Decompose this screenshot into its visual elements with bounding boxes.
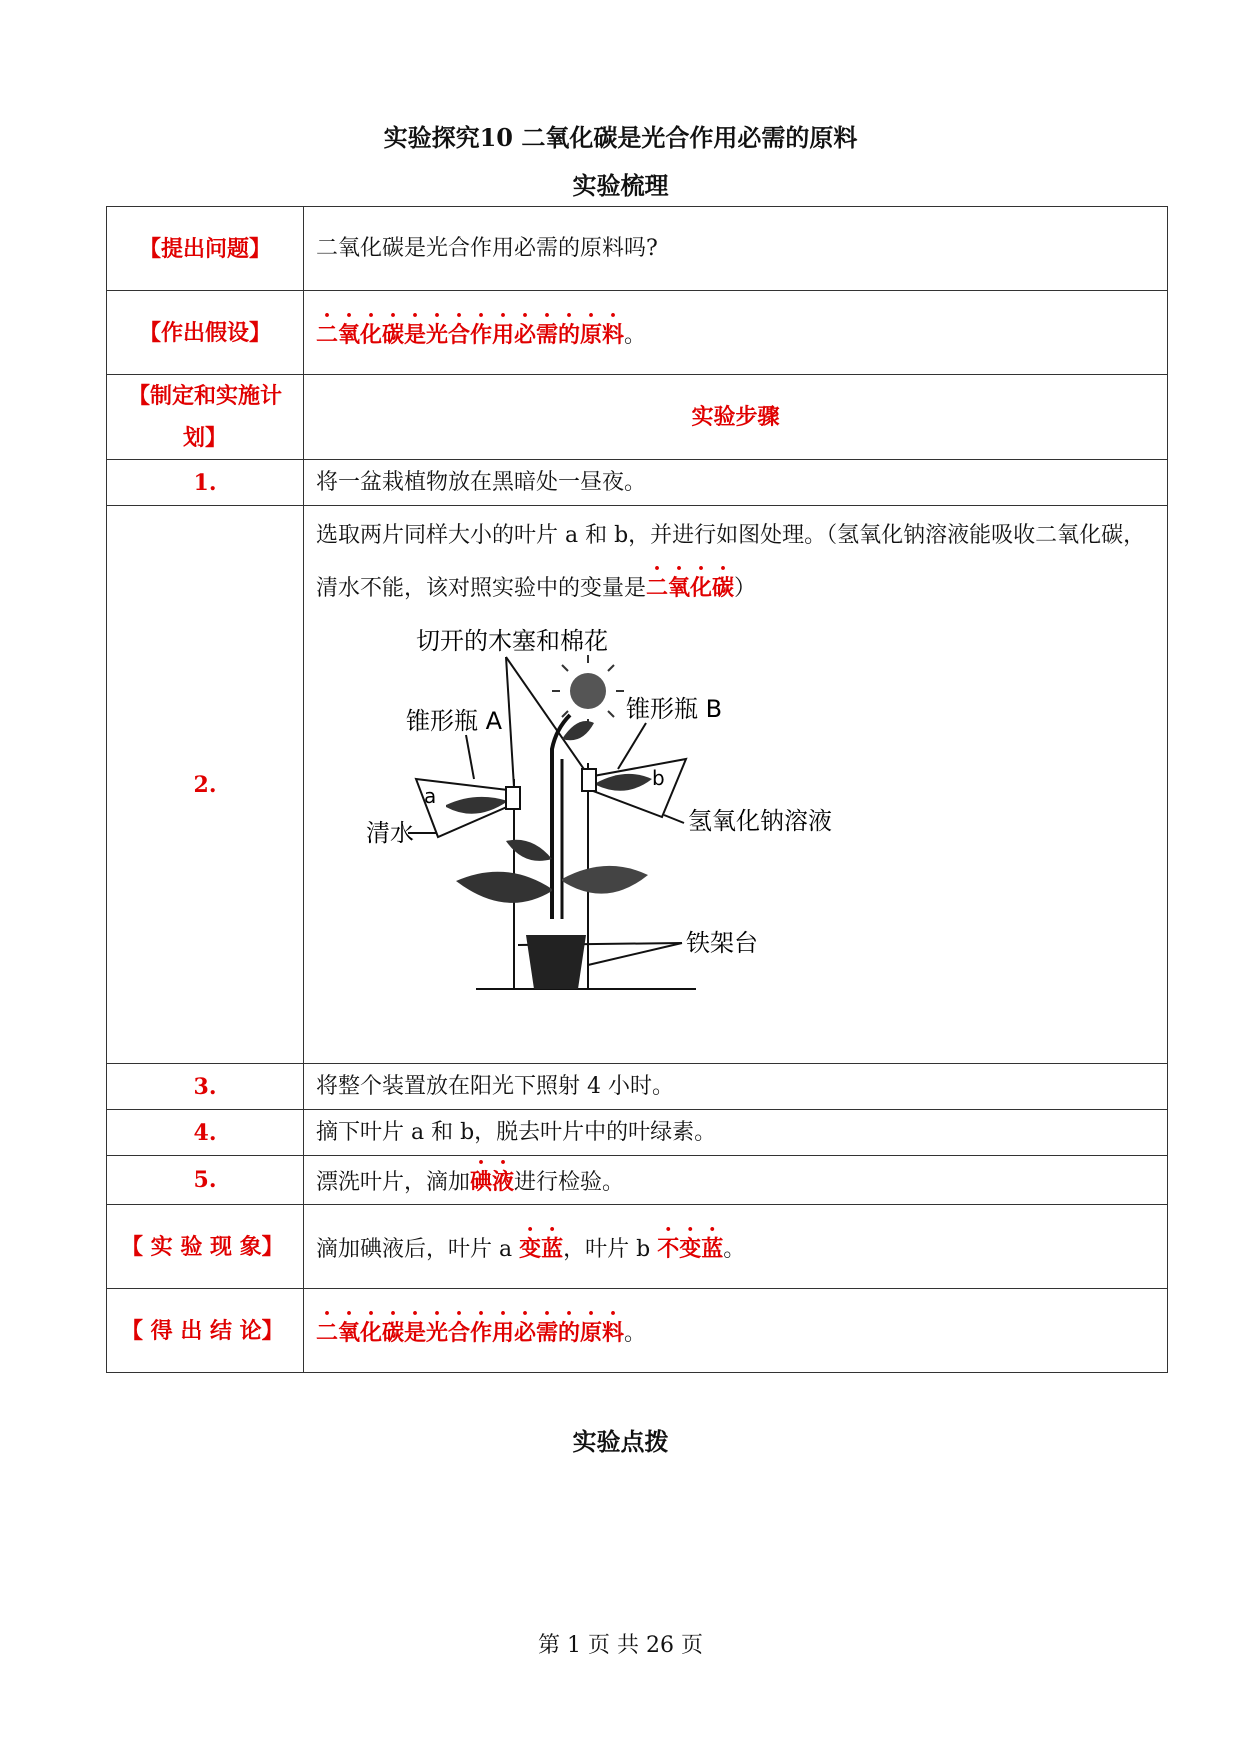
table-row	[107, 1110, 1168, 1156]
conclusion-text	[304, 1289, 1168, 1373]
variable-highlight: 二氧化碳	[646, 575, 735, 601]
label-leaf-a: a	[424, 784, 437, 808]
hypothesis-tail: 。	[624, 322, 647, 348]
table-row	[107, 207, 1168, 291]
phenomenon-tail: 。	[723, 1236, 746, 1262]
page-title: 实验探究10 二氧化碳是光合作用必需的原料	[383, 123, 858, 152]
section-title: 实验梳理	[572, 171, 669, 200]
row-label-hypothesis: 【作出假设】	[107, 291, 304, 375]
table-row	[107, 460, 1168, 506]
step-number: 3.	[107, 1064, 304, 1110]
hypothesis-highlight: 二氧化碳是光合作用必需的原料	[316, 321, 625, 348]
table-row	[107, 1064, 1168, 1110]
table-row	[107, 506, 1168, 1064]
label-water: 清水	[366, 819, 414, 847]
step-text: 将整个装置放在阳光下照射 4 小时。	[304, 1064, 1168, 1110]
sun-icon	[552, 655, 624, 727]
step-text: 将一盆栽植物放在黑暗处一昼夜。	[304, 460, 1168, 506]
table-row	[107, 1205, 1168, 1289]
flask-b	[582, 759, 686, 817]
step-5-text: 漂洗叶片，滴加	[316, 1170, 471, 1195]
step-2-tail: ）	[734, 576, 757, 601]
step-text	[304, 1156, 1168, 1205]
phenomenon-text-b: ，叶片 b	[563, 1236, 658, 1262]
row-label-phenomenon: 【 实 验 现 象】	[107, 1205, 304, 1289]
row-label-conclusion: 【 得 出 结 论】	[107, 1289, 304, 1373]
bottom-section-title: 实验点拨	[572, 1427, 669, 1456]
table-row	[107, 291, 1168, 375]
flask-a	[416, 779, 520, 837]
steps-heading: 实验步骤	[304, 375, 1168, 460]
experiment-table	[106, 206, 1168, 1373]
step-2-text: 选取两片同样大小的叶片 a 和 b，并进行如图处理。（氢氧化钠溶液能吸收二氧化碳，清水不能，该对照实验中的变量是	[316, 523, 1146, 601]
step-5-tail: 进行检验。	[514, 1170, 625, 1195]
phenomenon-highlight-1: 变蓝	[519, 1235, 564, 1262]
label-flask-a: 锥形瓶 A	[406, 707, 503, 735]
conclusion-highlight: 二氧化碳是光合作用必需的原料	[316, 1319, 625, 1346]
step-number: 2.	[107, 506, 304, 1064]
step-2-content	[304, 506, 1168, 1064]
question-text: 二氧化碳是光合作用必需的原料吗?	[304, 207, 1168, 291]
table-row	[107, 1289, 1168, 1373]
plant	[456, 715, 648, 989]
row-label-question: 【提出问题】	[107, 207, 304, 291]
step-number: 5.	[107, 1156, 304, 1205]
iodine-highlight: 碘液	[470, 1169, 515, 1195]
label-naoh: 氢氧化钠溶液	[688, 807, 832, 835]
row-label-plan: 【制定和实施计划】	[107, 375, 304, 460]
conclusion-tail: 。	[624, 1320, 647, 1346]
page-footer: 第 1 页 共 26 页	[538, 1633, 703, 1658]
hypothesis-text	[304, 291, 1168, 375]
label-stand: 铁架台	[686, 929, 758, 957]
table-row	[107, 1156, 1168, 1205]
step-number: 4.	[107, 1110, 304, 1156]
label-cork: 切开的木塞和棉花	[416, 627, 608, 655]
phenomenon-text-a: 滴加碘液后，叶片 a	[316, 1236, 520, 1262]
label-flask-b: 锥形瓶 B	[626, 695, 723, 723]
phenomenon-text	[304, 1205, 1168, 1289]
step-text: 摘下叶片 a 和 b，脱去叶片中的叶绿素。	[304, 1110, 1168, 1156]
step-text	[316, 510, 1155, 615]
step-number: 1.	[107, 460, 304, 506]
table-row	[107, 375, 1168, 460]
label-leaf-b: b	[652, 766, 665, 790]
experiment-figure	[356, 619, 856, 1039]
phenomenon-highlight-2: 不变蓝	[657, 1235, 724, 1262]
